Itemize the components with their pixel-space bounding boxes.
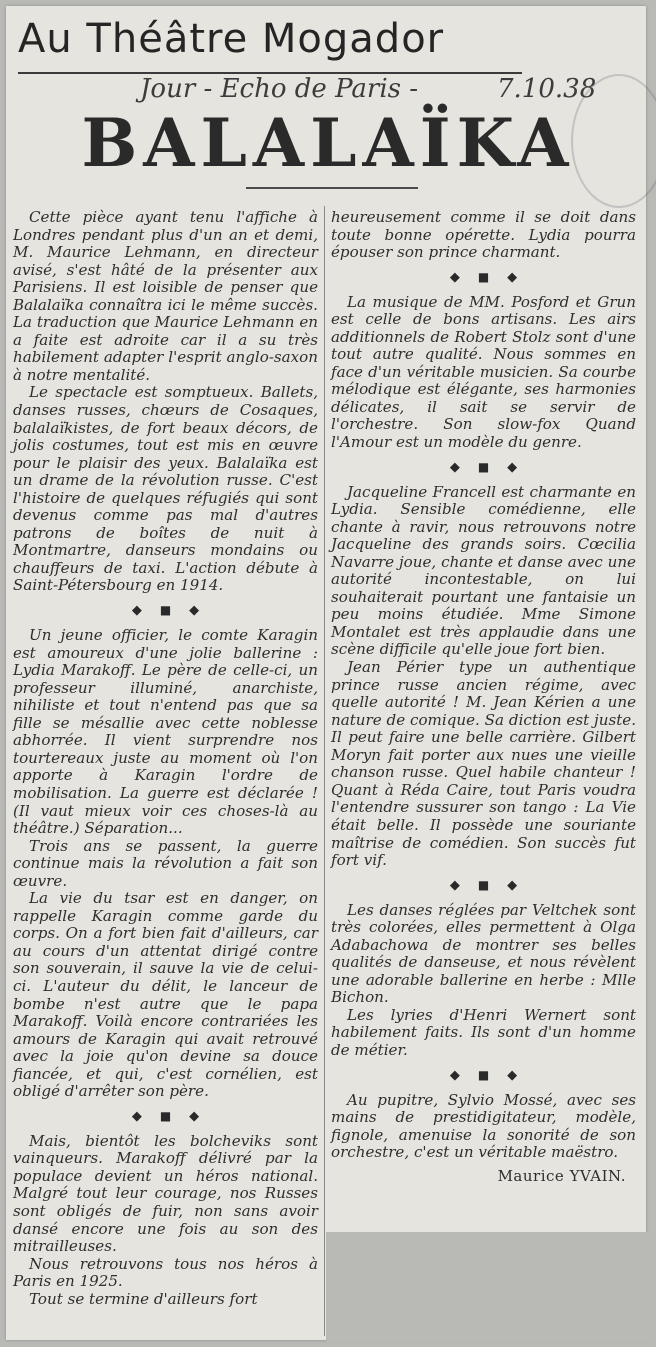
diamond-ornament: ◆ xyxy=(507,877,518,893)
paragraph: Le spectacle est somptueux. Ballets, danses russes, chœurs de Cosaques, balalaïkistes, de fort beaux décors, de jolis costumes, tout est mis en œuvre pour le plaisir des yeux. Balalaïka est un drame de la révolution russe. C'est l'histoire de quelques réfugiés qui sont devenus comme pas mal d'autres patrons de boîtes de nuit à Montmartre, danseurs mondains ou chauffeurs de taxi. L'action débute à Saint-Pétersbourg en 1914. xyxy=(13,383,318,595)
paragraph: La vie du tsar est en danger, on rappelle Karagin comme garde du corps. On a fort bien fait d'ailleurs, car au cours d'un attentat dirigé contre son souverain, il sauve la vie de celui-ci. L'auteur du délit, le lanceur de bombe n'est autre que le papa Marakoff. Voilà encore contrariées les amours de Karagin qui avait retrouvé avec la joie qu'on devine sa douce fiancée, et qui, c'est cornélien, est obligé d'arrêter son père. xyxy=(13,889,318,1101)
kicker-heading: Au Théâtre Mogador xyxy=(18,16,445,62)
handwritten-source: Jour - Echo de Paris - xyxy=(140,74,419,104)
paragraph: La musique de MM. Posford et Grun est celle de bons artisans. Les airs additionnels de Robert Stolz sont d'une tout autre qualité. Nous sommes en face d'un véritable musicien. Sa courbe mélodique est élégante, ses harmonies délicates, il sait se servir de l'orchestre. Son slow-fox Quand l'Amour est un modèle du genre. xyxy=(331,292,636,452)
diamond-ornament: ◆ xyxy=(449,269,460,285)
square-ornament: ■ xyxy=(477,459,490,474)
right-column xyxy=(331,209,636,1185)
diamond-ornament: ◆ xyxy=(131,603,142,619)
paragraph: Cette pièce ayant tenu l'affiche à Londres pendant plus d'un an et demi, M. Maurice Lehmann, en directeur avisé, s'est hâté de la présenter aux Parisiens. Il est loisible de penser que Balalaïka connaîtra ici le même succès. La traduction que Maurice Lehmann en a faite est adroite car il a su très habilement adapter l'esprit anglo-saxon à notre mentalité. xyxy=(13,208,318,384)
column-divider xyxy=(324,206,325,1336)
diamond-ornament: ◆ xyxy=(449,877,460,893)
square-ornament: ■ xyxy=(477,877,490,892)
square-ornament: ■ xyxy=(159,603,172,618)
left-column xyxy=(13,209,318,1308)
square-ornament: ■ xyxy=(477,269,490,284)
section-separator xyxy=(13,595,318,627)
diamond-ornament: ◆ xyxy=(449,459,460,475)
author-signature xyxy=(331,1168,636,1186)
paragraph: Nous retrouvons tous nos héros à Paris en 1925. xyxy=(13,1254,318,1291)
paragraph: Tout se termine d'ailleurs fort xyxy=(29,1289,258,1308)
diamond-ornament: ◆ xyxy=(189,603,200,619)
section-separator xyxy=(331,1060,636,1092)
paragraph: Les danses réglées par Veltchek sont très colorées, elles permettent à Olga Adabachowa de montrer ses belles qualités de danseuse, et nous révèlent une adorable ballerine en herbe : Mlle Bichon. xyxy=(331,900,636,1007)
handwritten-date: 7.10.38 xyxy=(497,74,597,104)
article-title: BALALAÏKA xyxy=(81,104,575,182)
section-separator xyxy=(331,870,636,902)
diamond-ornament: ◆ xyxy=(449,1067,460,1083)
paragraph: heureusement comme il se doit dans toute bonne opérette. Lydia pourra épouser son prince charmant. xyxy=(331,208,636,262)
square-ornament: ■ xyxy=(159,1109,172,1124)
author-first-name: Maurice xyxy=(497,1166,565,1185)
paragraph: Mais, bientôt les bolcheviks sont vainqueurs. Marakoff délivré par la populace devient un héros national. Malgré tout leur courage, nos Russes sont obligés de fuir, non sans avoir dansé encore une fois au son des mitrailleuses. xyxy=(13,1131,318,1256)
paragraph: Un jeune officier, le comte Karagin est amoureux d'une jolie ballerine : Lydia Marakoff. Le père de celle-ci, un professeur illuminé, anarchiste, nihiliste et tout n'entend pas que sa fille se mésallie avec cette noblesse abhorrée. Il vient surprendre nos tourtereaux juste au moment où l'on apporte à Karagin l'ordre de mobilisation. La guerre est déclarée ! (Il vaut mieux voir ces choses-là au théâtre.) Séparation... xyxy=(13,626,318,838)
paragraph: Jean Périer type un authentique prince russe ancien régime, avec quelle autorité ! M. Jean Kérien a une nature de comique. Sa diction est juste. Il peut faire une belle carrière. Gilbert Moryn fait porter aux nues une vieille chanson russe. Quel habile chanteur ! Quant à Réda Caire, tout Paris voudra l'entendre sussurer son tango : La Vie était belle. Il possède une souriante maîtrise de comédien. Son succès fut fort vif. xyxy=(331,658,636,870)
background-strip xyxy=(326,1232,650,1342)
paragraph: Au pupitre, Sylvio Mossé, avec ses mains de prestidigitateur, modèle, fignole, amenuise la sonorité de son orchestre, c'est un véritable maëstro. xyxy=(331,1090,636,1162)
paragraph: Les lyries d'Henri Wernert sont habilement faits. Ils sont d'un homme de métier. xyxy=(331,1005,636,1059)
paragraph: Trois ans se passent, la guerre continue mais la révolution a fait son œuvre. xyxy=(13,836,318,890)
section-separator xyxy=(331,262,636,294)
diamond-ornament: ◆ xyxy=(507,1067,518,1083)
diamond-ornament: ◆ xyxy=(131,1109,142,1125)
square-ornament: ■ xyxy=(477,1067,490,1082)
title-rule xyxy=(246,187,418,189)
paragraph: Jacqueline Francell est charmante en Lydia. Sensible comédienne, elle chante à ravir, nous retrouvons notre Jacqueline des grands soirs. Cœcilia Navarre joue, chante et danse avec une autorité incontestable, on lui souhaiterait pourtant une fantaisie un peu moins étudiée. Mme Simone Montalet est très applaudie dans une scène difficile qu'elle joue fort bien. xyxy=(331,482,636,659)
diamond-ornament: ◆ xyxy=(189,1109,200,1125)
author-last-name: YVAIN. xyxy=(569,1166,626,1185)
diamond-ornament: ◆ xyxy=(507,459,518,475)
section-separator xyxy=(331,452,636,484)
diamond-ornament: ◆ xyxy=(507,269,518,285)
section-separator xyxy=(13,1101,318,1133)
